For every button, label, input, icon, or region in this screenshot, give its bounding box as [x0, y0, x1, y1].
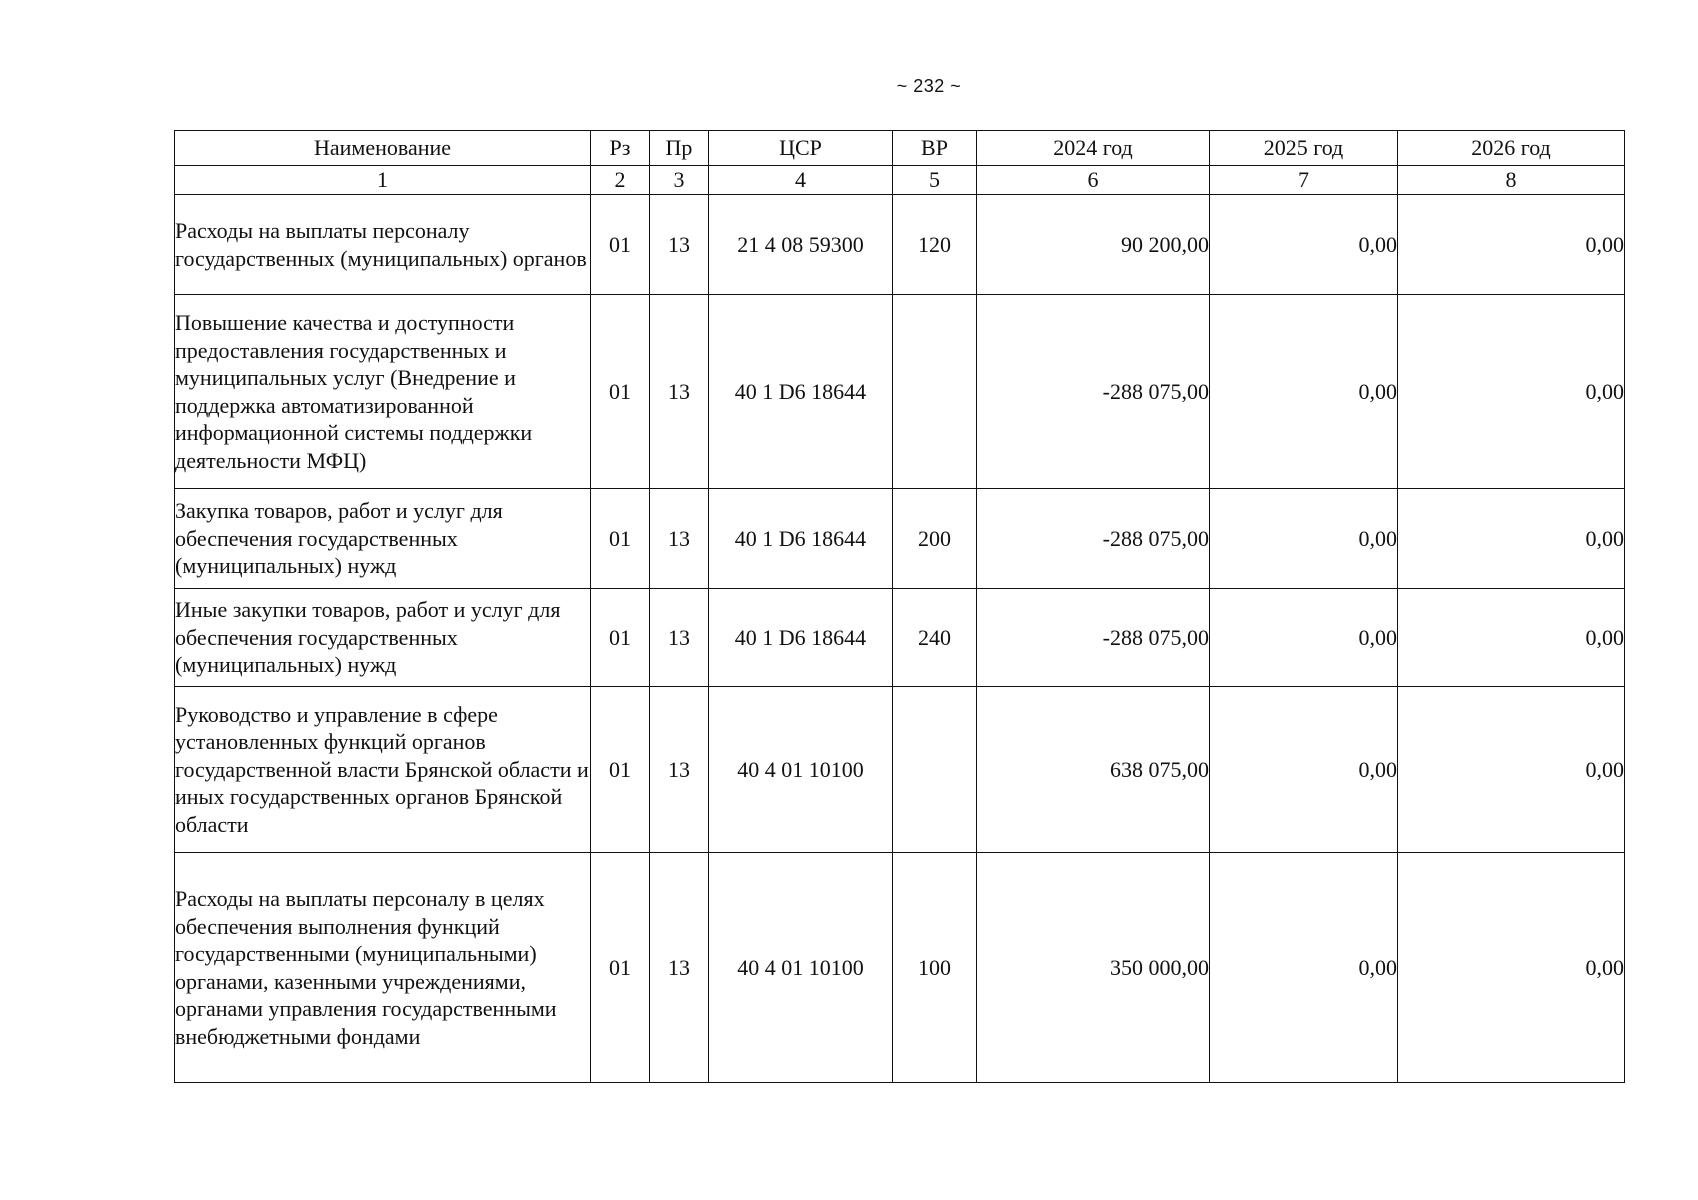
row-2026: 0,00 [1398, 687, 1625, 853]
row-2026: 0,00 [1398, 489, 1625, 589]
row-2026: 0,00 [1398, 195, 1625, 295]
row-name: Расходы на выплаты персоналу государственных (муниципальных) органов [175, 195, 591, 295]
row-name: Иные закупки товаров, работ и услуг для обеспечения государственных (муниципальных) нужд [175, 589, 591, 687]
table-row [175, 687, 1625, 853]
column-number-row [175, 166, 1625, 195]
row-name: Руководство и управление в сфере установленных функций органов государственной власти Брянской области и иных государственных органов Брянской области [175, 687, 591, 853]
row-vr: 120 [893, 195, 977, 295]
row-pr: 13 [650, 687, 709, 853]
row-pr: 13 [650, 295, 709, 489]
column-number: 3 [650, 166, 709, 195]
column-number: 8 [1398, 166, 1625, 195]
row-2024: 350 000,00 [977, 853, 1210, 1083]
row-rz: 01 [591, 295, 650, 489]
header-2026: 2026 год [1398, 131, 1625, 166]
row-2025: 0,00 [1210, 589, 1398, 687]
row-2024: -288 075,00 [977, 295, 1210, 489]
row-2025: 0,00 [1210, 853, 1398, 1083]
row-2026: 0,00 [1398, 295, 1625, 489]
row-name: Закупка товаров, работ и услуг для обеспечения государственных (муниципальных) нужд [175, 489, 591, 589]
row-csr: 40 1 D6 18644 [709, 589, 893, 687]
header-csr: ЦСР [709, 131, 893, 166]
row-rz: 01 [591, 853, 650, 1083]
row-rz: 01 [591, 687, 650, 853]
column-number: 6 [977, 166, 1210, 195]
row-csr: 40 1 D6 18644 [709, 295, 893, 489]
row-csr: 40 1 D6 18644 [709, 489, 893, 589]
row-vr [893, 687, 977, 853]
header-vr: ВР [893, 131, 977, 166]
column-number: 4 [709, 166, 893, 195]
row-2024: 638 075,00 [977, 687, 1210, 853]
row-csr: 40 4 01 10100 [709, 853, 893, 1083]
table-row [175, 489, 1625, 589]
row-csr: 40 4 01 10100 [709, 687, 893, 853]
row-pr: 13 [650, 853, 709, 1083]
budget-table [174, 130, 1625, 1083]
row-2025: 0,00 [1210, 195, 1398, 295]
row-2026: 0,00 [1398, 589, 1625, 687]
row-2025: 0,00 [1210, 687, 1398, 853]
header-row [175, 131, 1625, 166]
table-row [175, 589, 1625, 687]
row-name: Расходы на выплаты персоналу в целях обеспечения выполнения функций государственными (муниципальными) органами, казенными учреждениями, органами управления государственными внебюджетными фондами [175, 853, 591, 1083]
row-pr: 13 [650, 489, 709, 589]
row-vr: 200 [893, 489, 977, 589]
header-rz: Рз [591, 131, 650, 166]
column-number: 7 [1210, 166, 1398, 195]
row-vr: 240 [893, 589, 977, 687]
header-2025: 2025 год [1210, 131, 1398, 166]
row-2024: 90 200,00 [977, 195, 1210, 295]
row-vr: 100 [893, 853, 977, 1083]
table-row [175, 195, 1625, 295]
column-number: 5 [893, 166, 977, 195]
column-number: 1 [175, 166, 591, 195]
header-name: Наименование [175, 131, 591, 166]
column-number: 2 [591, 166, 650, 195]
row-2024: -288 075,00 [977, 489, 1210, 589]
row-2025: 0,00 [1210, 295, 1398, 489]
row-rz: 01 [591, 195, 650, 295]
row-vr [893, 295, 977, 489]
row-2024: -288 075,00 [977, 589, 1210, 687]
table-row [175, 853, 1625, 1083]
row-pr: 13 [650, 589, 709, 687]
row-2025: 0,00 [1210, 489, 1398, 589]
row-pr: 13 [650, 195, 709, 295]
row-rz: 01 [591, 589, 650, 687]
header-pr: Пр [650, 131, 709, 166]
table-row [175, 295, 1625, 489]
row-2026: 0,00 [1398, 853, 1625, 1083]
row-rz: 01 [591, 489, 650, 589]
row-name: Повышение качества и доступности предоставления государственных и муниципальных услуг (Внедрение и поддержка автоматизированной информационной системы поддержки деятельности МФЦ) [175, 295, 591, 489]
page-number: ~ 232 ~ [896, 76, 962, 96]
header-2024: 2024 год [977, 131, 1210, 166]
row-csr: 21 4 08 59300 [709, 195, 893, 295]
